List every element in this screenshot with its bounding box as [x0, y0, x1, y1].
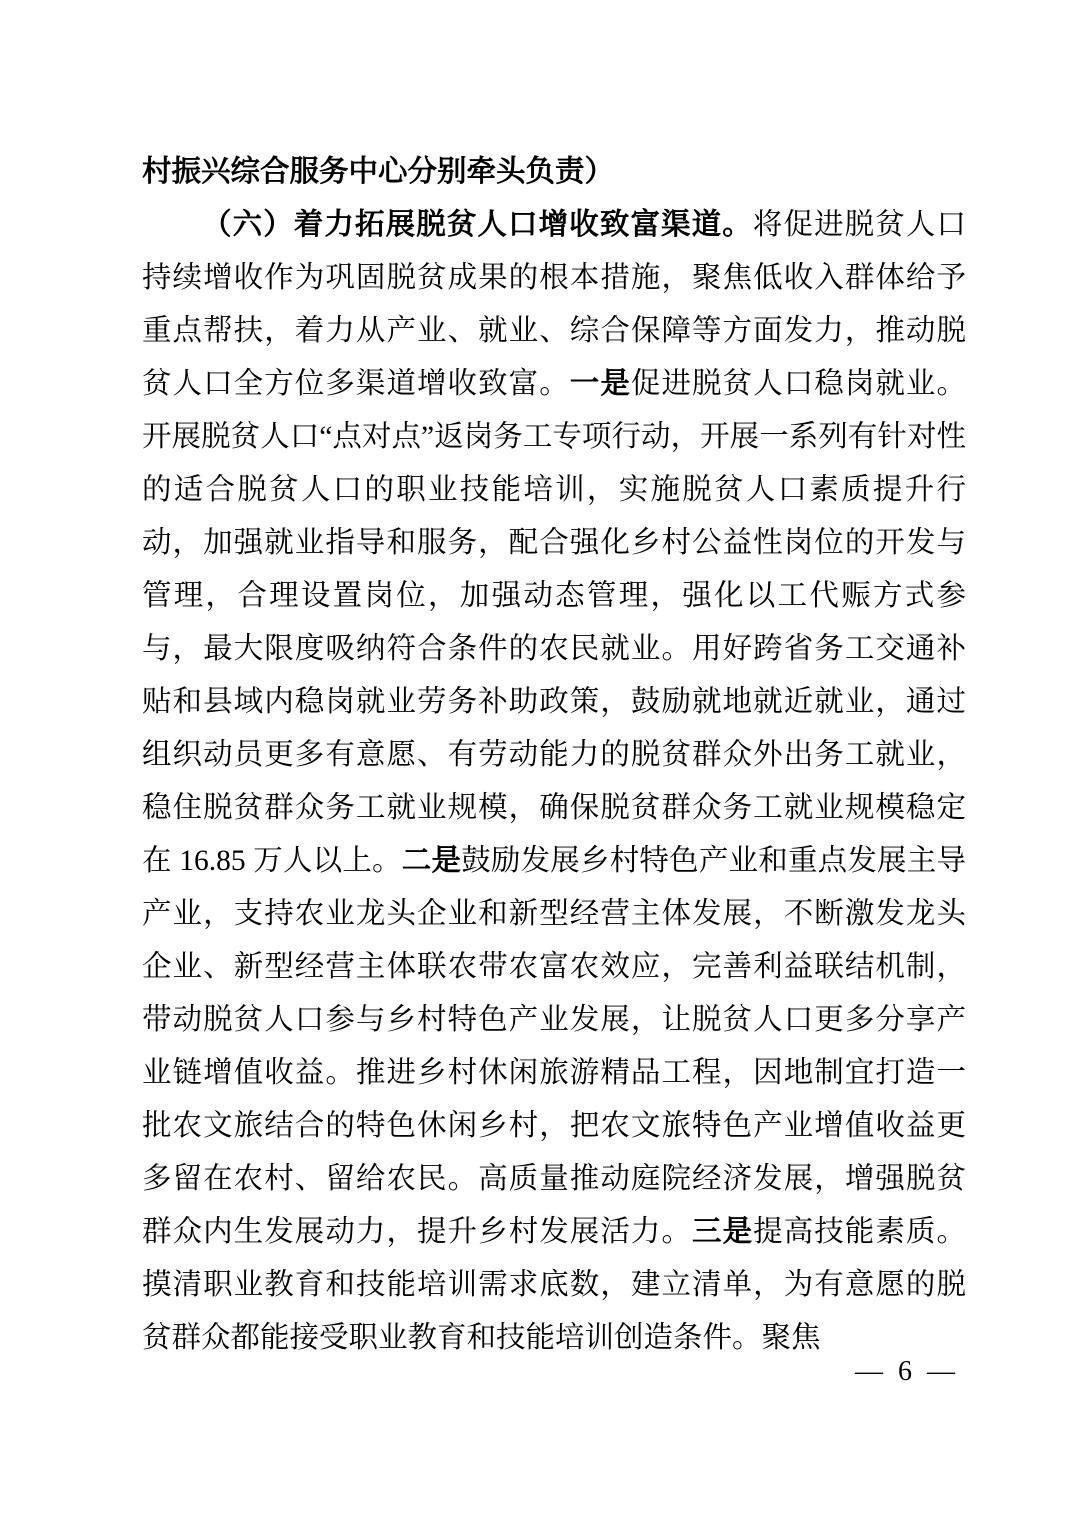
document-body	[142, 146, 966, 1365]
bold-text-run: 三是	[692, 1216, 754, 1248]
bold-text-run: 二是	[401, 845, 462, 877]
bold-text-run: 村振兴综合服务中心分别牵头负责）	[142, 156, 615, 188]
text-run: 提高技能素质。摸清职业教育和技能培训需求底数，建立清单，为有意愿的脱贫群众都能接受职业教育和技能培训创造条件。聚焦	[142, 1216, 966, 1354]
text-run: 将促进脱贫人口持续增收作为巩固脱贫成果的根本措施，聚焦低收入群体给予重点帮扶，着力从产业、就业、综合保障等方面发力，推动脱贫人口全方位多渠道增收致富。	[142, 209, 966, 400]
text-run: 鼓励发展乡村特色产业和重点发展主导产业，支持农业龙头企业和新型经营主体发展，不断激发龙头企业、新型经营主体联农带农富农效应，完善利益联结机制，带动脱贫人口参与乡村特色产业发展，让脱贫人口更多分享产业链增值收益。推进乡村休闲旅游精品工程，因地制宜打造一批农文旅结合的特色休闲乡村，把农文旅特色产业增值收益更多留在农村、留给农民。高质量推动庭院经济发展，增强脱贫群众内生发展动力，提升乡村发展活力。	[142, 845, 966, 1248]
page-number: — 6 —	[855, 1356, 959, 1387]
bold-text-run: 一是	[569, 368, 631, 400]
bold-text-run: （六）着力拓展脱贫人口增收致富渠道。	[202, 209, 753, 241]
section-six-paragraph	[142, 199, 966, 1365]
heading-continuation	[142, 146, 966, 199]
text-run: 促进脱贫人口稳岗就业。开展脱贫人口“点对点”返岗务工专项行动，开展一系列有针对性的适合脱贫人口的职业技能培训，实施脱贫人口素质提升行动，加强就业指导和服务，配合强化乡村公益性岗位的开发与管理，合理设置岗位，加强动态管理，强化以工代赈方式参与，最大限度吸纳符合条件的农民就业。用好跨省务工交通补贴和县域内稳岗就业劳务补助政策，鼓励就地就近就业，通过组织动员更多有意愿、有劳动能力的脱贫群众外出务工就业，稳住脱贫群众务工就业规模，确保脱贫群众务工就业规模稳定在 16.85 万人以上。	[142, 368, 966, 877]
